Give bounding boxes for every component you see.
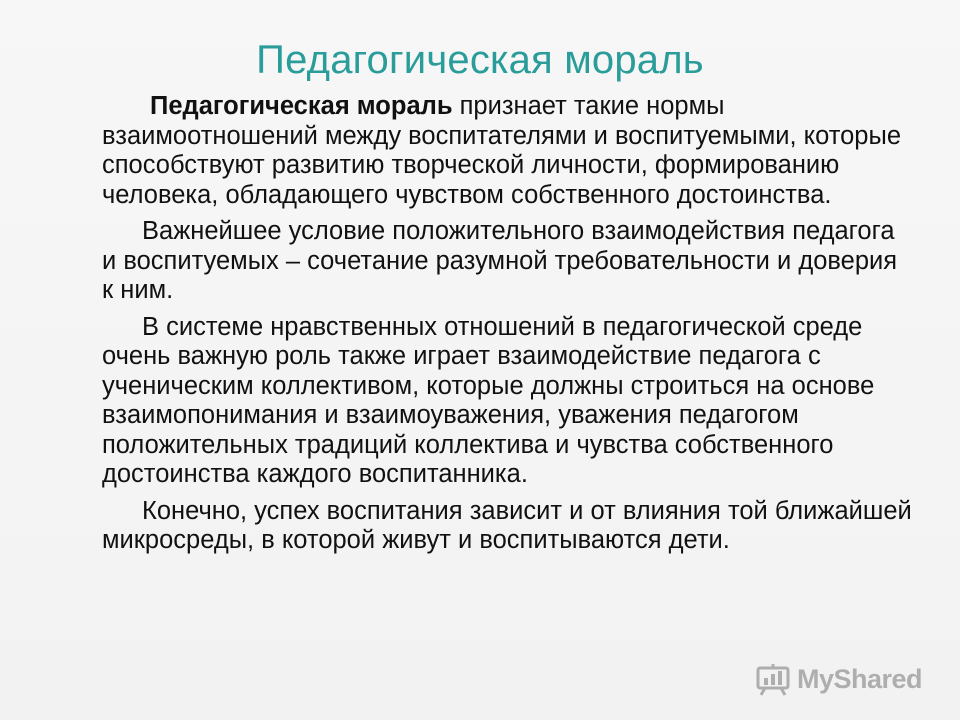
paragraph-4: Конечно, успех воспитания зависит и от влияния той ближайшей микросреды, в которой живут и воспитываются дети. [102,496,912,554]
bold-term: Педагогическая мораль [150,92,453,120]
slide-title: Педагогическая мораль [256,38,704,82]
presentation-board-icon [755,662,791,696]
paragraph-2: Важнейшее условие положительного взаимодействия педагога и воспитуемых – сочетание разумной требовательности и доверия к ним. [102,217,898,304]
watermark-text: MyShared [796,663,922,694]
paragraph-1 [102,92,912,210]
paragraph-3: В системе нравственных отношений в педагогической среде очень важную роль также играет взаимодействие педагога с ученическим коллективом, которые должны строиться на основе взаимопонимания и взаимоуважения, уважения педагогом положительных традиций коллектива и чувства собственного достоинства каждого воспитанника. [102,312,875,488]
watermark [755,662,922,696]
paragraph-1-text: признает такие нормы взаимоотношений между воспитателями и воспитуемыми, которые способствуют развитию творческой личности, формированию человека, обладающего чувством собственного достоинства. [102,92,902,209]
slide-body [102,92,912,563]
